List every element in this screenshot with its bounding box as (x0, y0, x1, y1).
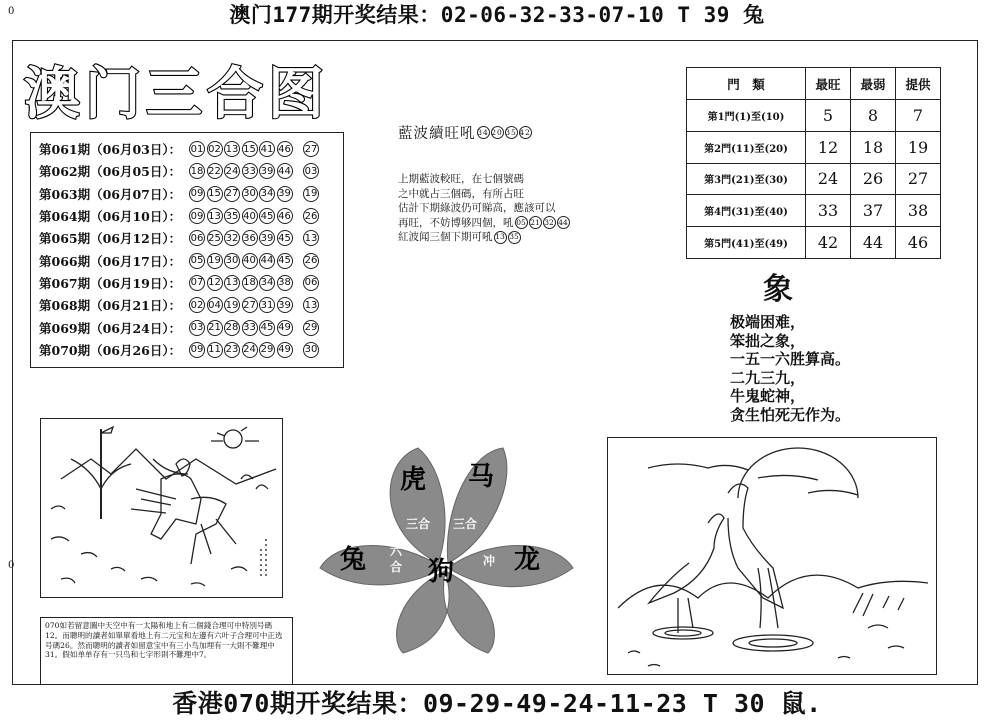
door-row (687, 195, 941, 227)
door-row (687, 100, 941, 132)
blue-wave-line (398, 230, 570, 245)
history-ball: 07 (189, 275, 205, 291)
rider-illustration (40, 418, 283, 598)
history-row (39, 272, 339, 294)
history-special-ball: 13 (303, 297, 319, 313)
history-draw-label: 第070期（06月26日）： (39, 342, 182, 358)
door-value: 44 (851, 227, 896, 259)
history-special-ball: 26 (303, 253, 319, 269)
door-value: 38 (896, 195, 941, 227)
history-ball: 45 (277, 230, 293, 246)
blue-wave-line-ball: 21 (529, 216, 542, 229)
poem-line: 贪生怕死无作为。 (730, 405, 851, 424)
history-ball: 02 (207, 141, 223, 157)
history-ball: 44 (277, 163, 293, 179)
door-row (687, 131, 941, 163)
history-ball: 24 (242, 342, 258, 358)
history-draw-label: 第062期（06月05日）： (39, 164, 182, 180)
history-row (39, 183, 339, 205)
history-ball: 11 (207, 342, 223, 358)
blue-wave-line-ball: 35 (508, 231, 521, 244)
blue-wave-line-ball: 05 (515, 216, 528, 229)
history-draw-label: 第067期（06月19日）： (39, 275, 182, 291)
history-ball: 09 (189, 186, 205, 202)
blue-wave-title-ball: 42 (519, 128, 531, 137)
zodiac-dragon: 龙 (514, 545, 541, 575)
zodiac-dog: 狗 (428, 557, 455, 587)
history-ball: 13 (224, 141, 240, 157)
history-ball: 39 (259, 230, 275, 246)
zodiac-flower (318, 443, 576, 655)
history-special-ball: 30 (303, 342, 319, 358)
history-ball: 30 (224, 253, 240, 269)
hint-notes: 070如若留意圖中天空中有一太陽和地上有二個錢合理可中特別号碼12。而聰明的讀者如單單看地上有二元宝和左邊有六叶子合理可中正选号碼26。然而聰明的讀者如留意宝中有三小鸟加埋有一大則不難理中31。假如单单存有一只鸟和七字形則不難理中7。 (40, 617, 293, 685)
history-ball: 19 (207, 253, 223, 269)
blue-wave-title-ball: 34 (477, 128, 489, 137)
door-header-coldest: 最弱 (851, 68, 896, 100)
blue-wave-line-ball: 13 (494, 231, 507, 244)
blue-wave-title-ball: 20 (491, 128, 503, 137)
door-table-header (687, 68, 941, 100)
poem-line: 极端困难， (730, 313, 806, 331)
history-ball: 27 (224, 186, 240, 202)
door-range-label: 第1門(1)至(10) (687, 100, 806, 132)
history-ball: 21 (207, 320, 223, 336)
door-range-label: 第4門(31)至(40) (687, 195, 806, 227)
blue-wave-line (398, 216, 570, 231)
cranes-illustration (607, 437, 937, 675)
history-row (39, 205, 339, 227)
history-draw-label: 第063期（06月07日）： (39, 186, 182, 202)
history-special-ball: 13 (303, 230, 319, 246)
history-ball: 28 (224, 320, 240, 336)
page-title: 澳门三合图 (24, 61, 329, 127)
blue-wave-title-ball: 35 (505, 128, 517, 137)
poem-line: 牛鬼蛇神， (730, 387, 806, 405)
history-special-ball: 06 (303, 275, 319, 291)
blue-wave-line-ball: 44 (557, 216, 570, 229)
blue-wave-line-ball: 32 (543, 216, 556, 229)
door-value: 7 (896, 100, 941, 132)
history-ball: 29 (259, 342, 275, 358)
history-ball: 02 (189, 297, 205, 313)
top-result-banner: 澳门177期开奖结果：02-06-32-33-07-10 T 39 兔 (229, 3, 765, 27)
door-value: 12 (806, 131, 851, 163)
history-ball: 01 (189, 141, 205, 157)
history-ball: 39 (277, 297, 293, 313)
history-row (39, 316, 339, 338)
door-value: 42 (806, 227, 851, 259)
history-ball: 09 (189, 342, 205, 358)
history-ball: 15 (207, 186, 223, 202)
history-ball: 35 (224, 208, 240, 224)
blue-wave-line-text: 再旺，不妨博够四個，吼 (398, 216, 514, 229)
history-ball: 06 (189, 230, 205, 246)
cranes-drawing (608, 438, 935, 673)
bottom-result-banner: 香港070期开奖结果：09-29-49-24-11-23 T 30 鼠. (172, 689, 822, 718)
history-ball: 38 (277, 275, 293, 291)
history-ball: 41 (259, 141, 275, 157)
history-ball: 22 (207, 163, 223, 179)
door-value: 37 (851, 195, 896, 227)
history-ball: 18 (189, 163, 205, 179)
blue-wave-line-text: 紅波闻三個下期可吼 (398, 231, 493, 243)
history-ball: 24 (224, 163, 240, 179)
history-ball: 39 (259, 163, 275, 179)
door-range-label: 第3門(21)至(30) (687, 163, 806, 195)
label-liuhe-2: 合 (390, 560, 403, 574)
history-ball: 45 (277, 253, 293, 269)
history-draw-label: 第069期（06月24日）： (39, 320, 182, 336)
zodiac-horse: 马 (468, 462, 495, 492)
door-value: 18 (851, 131, 896, 163)
door-header-provided: 提供 (896, 68, 941, 100)
history-row (39, 249, 339, 271)
history-ball: 18 (242, 275, 258, 291)
history-ball: 05 (189, 253, 205, 269)
blue-wave-line-text: 上期藍波較旺，在七個號碼 (398, 173, 524, 185)
corner-mark-left: 0 (8, 560, 15, 571)
blue-wave-line-text: 估計下期綠波仍可睇高，應該可以 (398, 202, 556, 214)
history-ball: 30 (242, 186, 258, 202)
door-row (687, 227, 941, 259)
history-row (39, 160, 339, 182)
door-value: 8 (851, 100, 896, 132)
history-row (39, 227, 339, 249)
poem-title: 象 (763, 272, 793, 307)
history-draw-label: 第061期（06月03日）： (39, 142, 182, 158)
history-ball: 31 (259, 297, 275, 313)
history-ball: 40 (242, 253, 258, 269)
blue-wave-line (398, 201, 570, 216)
blue-wave-line (398, 187, 570, 202)
door-value: 33 (806, 195, 851, 227)
history-ball: 33 (242, 320, 258, 336)
history-ball: 44 (259, 253, 275, 269)
history-ball: 49 (277, 320, 293, 336)
history-ball: 25 (207, 230, 223, 246)
history-ball: 46 (277, 141, 293, 157)
petal-dragon (448, 546, 573, 587)
history-ball: 19 (224, 297, 240, 313)
zodiac-rabbit: 兔 (340, 545, 367, 575)
door-value: 24 (806, 163, 851, 195)
history-special-ball: 03 (303, 163, 319, 179)
history-ball: 27 (242, 297, 258, 313)
history-ball: 23 (224, 342, 240, 358)
zodiac-tiger: 虎 (400, 465, 427, 495)
history-ball: 34 (259, 275, 275, 291)
label-sanhe-right: 三合 (453, 517, 478, 531)
blue-wave-text (398, 172, 570, 245)
door-value: 19 (896, 131, 941, 163)
poem-line: 笨拙之象， (730, 331, 806, 350)
history-draw-label: 第068期（06月21日）： (39, 298, 182, 314)
door-value: 46 (896, 227, 941, 259)
door-range-label: 第5門(41)至(49) (687, 227, 806, 259)
history-row (39, 138, 339, 160)
poem-text (730, 313, 850, 424)
door-row (687, 163, 941, 195)
history-draw-label: 第065期（06月12日）： (39, 231, 182, 247)
door-value: 26 (851, 163, 896, 195)
history-special-ball: 19 (303, 186, 319, 202)
history-ball: 39 (277, 186, 293, 202)
history-ball: 34 (259, 186, 275, 202)
label-sanhe-left: 三合 (406, 517, 431, 531)
blue-wave-title-text: 藍波續旺吼 (398, 126, 476, 142)
blue-wave-line (398, 172, 570, 187)
history-ball: 45 (259, 208, 275, 224)
door-value: 5 (806, 100, 851, 132)
history-ball: 15 (242, 141, 258, 157)
history-draw-label: 第064期（06月10日）： (39, 209, 182, 225)
history-row (39, 294, 339, 316)
poem-line: 二九三九， (730, 368, 806, 387)
history-special-ball: 27 (303, 141, 319, 157)
label-liuhe-1: 六 (390, 544, 403, 558)
history-ball: 32 (224, 230, 240, 246)
history-ball: 03 (189, 320, 205, 336)
door-header-hottest: 最旺 (806, 68, 851, 100)
history-ball: 13 (207, 208, 223, 224)
history-special-ball: 29 (303, 320, 319, 336)
history-ball: 04 (207, 297, 223, 313)
history-ball: 46 (277, 208, 293, 224)
door-range-label: 第2門(11)至(20) (687, 131, 806, 163)
history-ball: 09 (189, 208, 205, 224)
blue-wave-title (398, 122, 532, 143)
door-header-category: 門 類 (687, 68, 806, 100)
history-special-ball: 26 (303, 208, 319, 224)
history-ball: 36 (242, 230, 258, 246)
history-ball: 33 (242, 163, 258, 179)
history-results-table (30, 132, 344, 368)
blue-wave-line-text: 之中就占三個碼，有所占旺 (398, 187, 524, 200)
poem-line: 一五一六胜算高。 (730, 350, 851, 368)
rider-drawing (41, 419, 281, 596)
history-ball: 49 (277, 342, 293, 358)
door-stats-table (686, 67, 941, 259)
history-row (39, 339, 339, 361)
history-ball: 40 (242, 208, 258, 224)
history-ball: 13 (224, 275, 240, 291)
label-chong: 冲 (483, 554, 496, 568)
door-value: 27 (896, 163, 941, 195)
history-draw-label: 第066期（06月17日）： (39, 253, 182, 269)
history-ball: 45 (259, 320, 275, 336)
corner-mark-top: 0 (8, 6, 15, 17)
history-ball: 12 (207, 275, 223, 291)
